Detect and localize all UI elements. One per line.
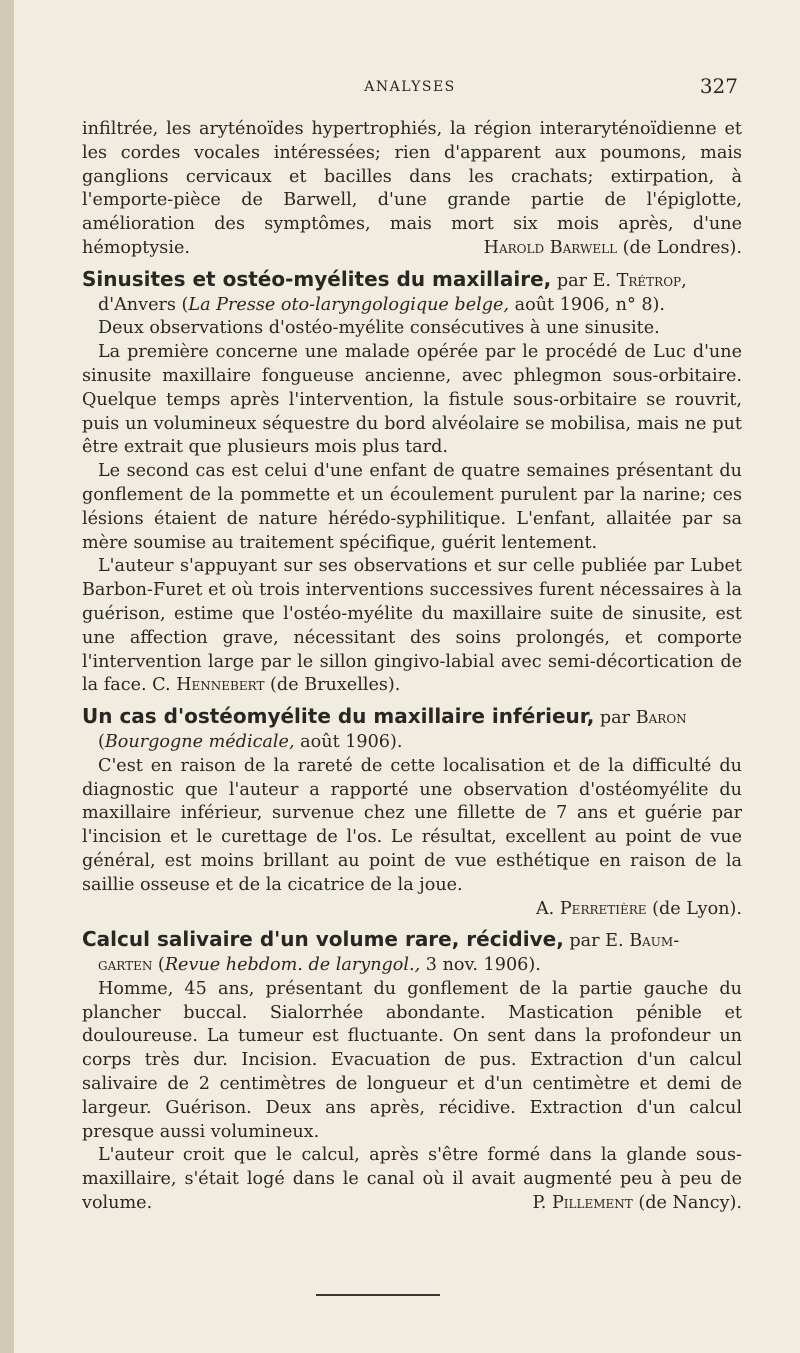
article-1-reviewer: C. Hennebert — [152, 675, 265, 696]
article-3-heading — [82, 928, 742, 978]
article-3-reviewer-place: (de Nancy). — [632, 1193, 742, 1214]
article-3-signature — [517, 1192, 743, 1216]
article-1-paragraph: Deux observations d'ostéo-myélite consécutives à une sinusite. — [98, 318, 660, 339]
article-2-journal: Bourgogne médicale, — [104, 731, 295, 752]
article-2-paragraph: C'est en raison de la rareté de cette localisation et de la difficulté du diagnostic que l'auteur a rapporté une observation d'ostéomyélite du maxillaire inférieur, survenue chez une fillette de 7 ans et guérie par l'incision et le curettage de l'os. Le résultat, excellent au point de vue général, est moins brillant au point de vue esthétique en raison de la saillie osseuse et de la cicatrice de la joue. — [82, 755, 742, 895]
running-title: ANALYSES — [364, 79, 456, 95]
continuation-text: infiltrée, les aryténoïdes hypertrophiés, la région interaryténoïdienne et les cordes vocales intéressées; rien d'apparent aux poumons, mais ganglions cervicaux et bacilles dans les crachats; extirpation, à l'emporte-pièce de Barwell, d'une grande partie de l'épiglotte, amélioration des symptômes, mais mort six mois après, d'une hémoptysie. — [82, 119, 742, 258]
article-3-title: Calcul salivaire d'un volume rare, récidive, — [82, 927, 564, 952]
article-3-reviewer: P. Pillement — [532, 1193, 633, 1214]
article-3-paragraph: Homme, 45 ans, présentant du gonflement de la partie gauche du plancher buccal. Sialorrhée abondante. Mastication pénible et douloureuse. La tumeur est fluctuante. On sent dans la profondeur un corps très dur. Incision. Evacuation de pus. Extraction d'un calcul salivaire de 2 centimètres de longueur et d'un centimètre et demi de largeur. Guérison. Deux ans après, récidive. Extraction d'un calcul presque aussi volumineux. — [82, 978, 742, 1142]
article-3-author-b: garten — [98, 955, 153, 976]
article-1-paragraph: La première concerne une malade opérée par le procédé de Luc d'une sinusite maxillaire fongueuse ancienne, avec phlegmon sous-orbitaire. Quelque temps après l'intervention, la fistule sous-orbitaire se rouvrit, puis un volumineux séquestre du bord alvéolaire se mobilisa, mais ne put être extrait que plusieurs mois plus tard. — [82, 342, 742, 458]
article-2-signature — [82, 898, 742, 922]
article-2-author: Baron — [635, 708, 687, 729]
page-header — [82, 74, 738, 104]
article-1-journal: La Presse oto-laryngologique belge, — [188, 294, 510, 315]
article-1-heading — [82, 268, 742, 318]
article-3-journal: Revue hebdom. de laryngol., — [164, 955, 421, 976]
article-3-source-pre: ( — [152, 955, 165, 976]
continuation-paragraph — [82, 118, 742, 261]
article-1-author: Trétrop, — [616, 270, 687, 291]
article-3-author-a: Baum- — [629, 931, 680, 952]
article-2-title: Un cas d'ostéomyélite du maxillaire inférieur, — [82, 704, 595, 729]
signature-name: Harold Barwell — [483, 237, 618, 258]
article-3-source-post: 3 nov. 1906). — [420, 955, 541, 976]
signature-place: (de Londres). — [617, 237, 742, 258]
page-edge-shadow — [0, 0, 14, 1353]
article-2-author-prefix: par — [594, 708, 636, 729]
article-2-source-post: août 1906). — [294, 731, 403, 752]
article-2-reviewer: A. Perretière — [535, 898, 647, 919]
article-1-paragraph: Le second cas est celui d'une enfant de quatre semaines présentant du gonflement de la pommette et un écoulement purulent par la narine; ces lésions étaient de nature hérédo-syphilitique. L'enfant, allaitée par sa mère soumise au traitement spécifique, guérit lentement. — [82, 461, 742, 553]
continuation-signature — [484, 237, 742, 261]
article-1-source-pre: d'Anvers ( — [98, 294, 189, 315]
article-3-author-prefix: par E. — [563, 931, 630, 952]
end-rule — [316, 1294, 440, 1296]
article-1-reviewer-place: (de Bruxelles). — [264, 675, 401, 696]
body-text — [82, 118, 742, 1216]
page-number: 327 — [699, 74, 738, 98]
article-1-title: Sinusites et ostéo-myélites du maxillaire, — [82, 266, 552, 291]
article-2-reviewer-place: (de Lyon). — [646, 898, 742, 919]
article-1-source-post: août 1906, n° 8). — [509, 294, 666, 315]
article-3-last-paragraph — [82, 1144, 742, 1215]
article-1-last-paragraph — [82, 555, 742, 698]
article-2-heading — [82, 705, 742, 755]
article-3-paragraph-text: L'auteur croit que le calcul, après s'être formé dans la glande sous-maxillaire, s'était logé dans le canal où il avait augmenté peu à peu de volume. — [82, 1145, 742, 1214]
article-1-paragraph-text: L'auteur s'appuyant sur ses observations et sur celle publiée par Lubet Barbon-Furet et où trois interventions successives furent nécessaires à la guérison, estime que l'ostéo-myélite du maxillaire suite de sinusite, est une affection grave, nécessitant des soins prolongés, et comporte l'intervention large par le sillon gingivo-labial avec semi-décortication de la face. — [82, 556, 742, 696]
article-1-author-prefix: par E. — [551, 270, 617, 291]
article-2-source-pre: ( — [98, 731, 105, 752]
